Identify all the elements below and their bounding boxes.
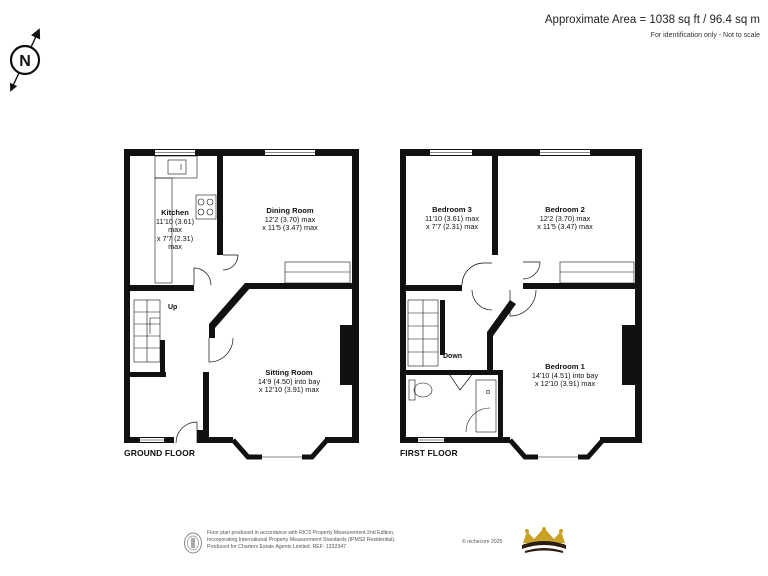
footer-line: Produced for Charters Estate Agents Limited. REF: 1332347 (207, 544, 346, 551)
approximate-area: Approximate Area = 1038 sq ft / 96.4 sq m (544, 14, 760, 26)
room-dim: x 7'7 (2.31) (156, 233, 194, 243)
stair-down-label: Down (443, 353, 463, 360)
room-dim: 12'2 (3.70) max (539, 213, 591, 223)
room-dim: x 11'5 (3.47) max (537, 222, 593, 232)
ground-floor-title: GROUND FLOOR (124, 448, 196, 458)
room-label-dining-room (240, 207, 340, 233)
stair-up-label: Up (168, 304, 178, 311)
room-dim: max (168, 242, 182, 252)
room-label-bedroom-3 (412, 206, 492, 232)
room-name: Kitchen (161, 208, 189, 217)
room-name: Bedroom 2 (545, 205, 585, 214)
room-label-bedroom-2 (515, 206, 615, 232)
copyright-text: © nichecom 2025 (462, 539, 503, 545)
room-dim: 14'10 (4.51) into bay (531, 370, 599, 380)
footer-line: Incorporating International Property Measurement Standards (IPMS2 Residential). (207, 537, 396, 544)
room-dim: 11'10 (3.61) (155, 216, 195, 226)
room-dim: 14'9 (4.50) into bay (257, 376, 321, 386)
room-name: Dining Room (266, 206, 314, 215)
scale-note: For identification only - Not to scale (650, 32, 760, 39)
ground-floor-plan (124, 149, 359, 460)
room-dim: x 12'10 (3.91) max (258, 385, 320, 395)
room-label-sitting-room (238, 369, 340, 395)
first-floor-plan (400, 149, 642, 460)
measurement-seal-icon (183, 532, 203, 554)
compass-letter: N (19, 53, 31, 70)
crown-logo-icon (519, 527, 569, 555)
room-dim: 12'2 (3.70) max (264, 214, 316, 224)
room-dim: x 7'7 (2.31) max (425, 222, 479, 232)
room-label-bedroom-1 (514, 363, 616, 389)
room-name: Bedroom 3 (432, 205, 472, 214)
room-dim: x 11'5 (3.47) max (262, 223, 318, 233)
room-dim: x 12'10 (3.91) max (534, 379, 596, 389)
room-dim: 11'10 (3.61) max (425, 213, 479, 223)
footer-disclaimer (207, 530, 396, 552)
room-dim: max (168, 225, 182, 235)
room-name: Bedroom 1 (545, 362, 585, 371)
first-floor-title: FIRST FLOOR (400, 448, 458, 458)
room-label-kitchen (140, 209, 210, 252)
room-name: Sitting Room (265, 368, 313, 377)
footer-line: Floor plan produced in accordance with RICS Property Measurement 2nd Edition, (207, 530, 395, 536)
